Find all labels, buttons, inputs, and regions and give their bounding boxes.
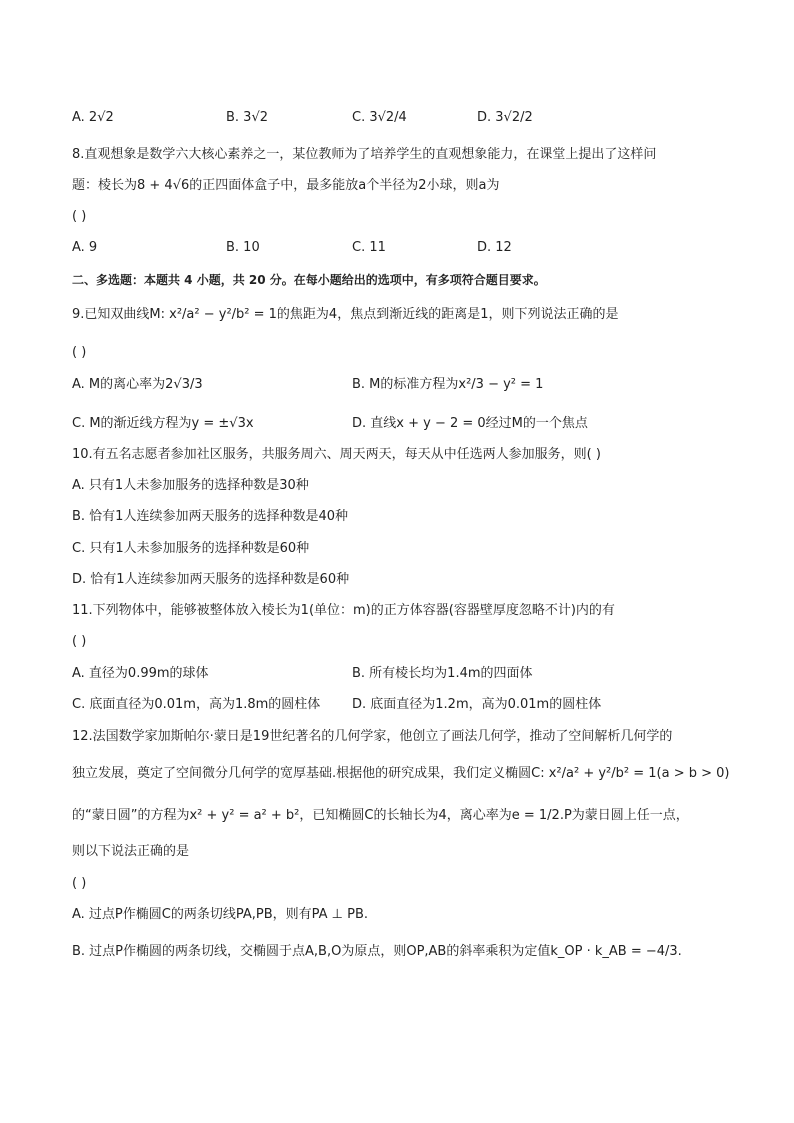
q12-text-line1: 12.法国数学家加斯帕尔·蒙日是19世纪著名的几何学家，他创立了画法几何学，推动了空间解析几何学的 (72, 729, 673, 744)
q9-paren: ( ) (72, 345, 87, 360)
q9-option-d: D. 直线x + y − 2 = 0经过M的一个焦点 (352, 416, 588, 431)
q12-option-b: B. 过点P作椭圆的两条切线，交椭圆于点A,B,O为原点，则OP,AB的斜率乘积为定值k_OP · k_AB = −4/3. (72, 944, 682, 959)
q10-option-c: C. 只有1人未参加服务的选择种数是60种 (72, 541, 310, 556)
q7-option-d: D. 3√2/2 (477, 110, 533, 125)
q10-option-b: B. 恰有1人连续参加两天服务的选择种数是40种 (72, 509, 348, 524)
q10-option-d: D. 恰有1人连续参加两天服务的选择种数是60种 (72, 572, 350, 587)
section-heading: 二、多选题：本题共 4 小题，共 20 分。在每小题给出的选项中，有多项符合题目要求。 (72, 273, 546, 287)
q7-option-c: C. 3√2/4 (352, 110, 407, 125)
q11-text: 11.下列物体中，能够被整体放入棱长为1(单位：m)的正方体容器(容器壁厚度忽略不计)内的有 (72, 603, 615, 618)
q11-option-d: D. 底面直径为1.2m，高为0.01m的圆柱体 (352, 697, 602, 712)
q10-option-a: A. 只有1人未参加服务的选择种数是30种 (72, 478, 309, 493)
q9-text: 9.已知双曲线M: x²/a² − y²/b² = 1的焦距为4，焦点到渐近线的距离是1，则下列说法正确的是 (72, 307, 619, 322)
q12-text-line3: 的“蒙日圆”的方程为x² + y² = a² + b²，已知椭圆C的长轴长为4，离心率为e = 1/2.P为蒙日圆上任一点， (72, 808, 689, 823)
q8-option-c: C. 11 (352, 240, 386, 255)
q12-paren: ( ) (72, 876, 87, 891)
q11-paren: ( ) (72, 634, 87, 649)
q11-option-c: C. 底面直径为0.01m，高为1.8m的圆柱体 (72, 697, 321, 712)
q12-text-line4: 则以下说法正确的是 (72, 844, 190, 859)
q8-paren: ( ) (72, 209, 87, 224)
q9-option-b: B. M的标准方程为x²/3 − y² = 1 (352, 377, 544, 392)
q12-option-a: A. 过点P作椭圆C的两条切线PA,PB，则有PA ⊥ PB. (72, 907, 369, 922)
q9-option-a: A. M的离心率为2√3/3 (72, 377, 203, 392)
q9-option-c: C. M的渐近线方程为y = ±√3x (72, 416, 254, 431)
q7-option-b: B. 3√2 (226, 110, 269, 125)
q8-text-line1: 8.直观想象是数学六大核心素养之一，某位教师为了培养学生的直观想象能力，在课堂上提出了这样问 (72, 147, 657, 162)
q7-option-a: A. 2√2 (72, 110, 114, 125)
q8-option-a: A. 9 (72, 240, 98, 255)
q8-option-d: D. 12 (477, 240, 512, 255)
q8-option-b: B. 10 (226, 240, 260, 255)
q11-option-a: A. 直径为0.99m的球体 (72, 666, 209, 681)
q10-text: 10.有五名志愿者参加社区服务，共服务周六、周天两天，每天从中任选两人参加服务，则( ) (72, 447, 601, 462)
q8-text-line2: 题：棱长为8 + 4√6的正四面体盒子中，最多能放a个半径为2小球，则a为 (72, 178, 500, 193)
q12-text-line2: 独立发展，奠定了空间微分几何学的宽厚基础.根据他的研究成果，我们定义椭圆C: x²/a² + y²/b² = 1(a > b > 0) (72, 766, 730, 781)
q11-option-b: B. 所有棱长均为1.4m的四面体 (352, 666, 533, 681)
